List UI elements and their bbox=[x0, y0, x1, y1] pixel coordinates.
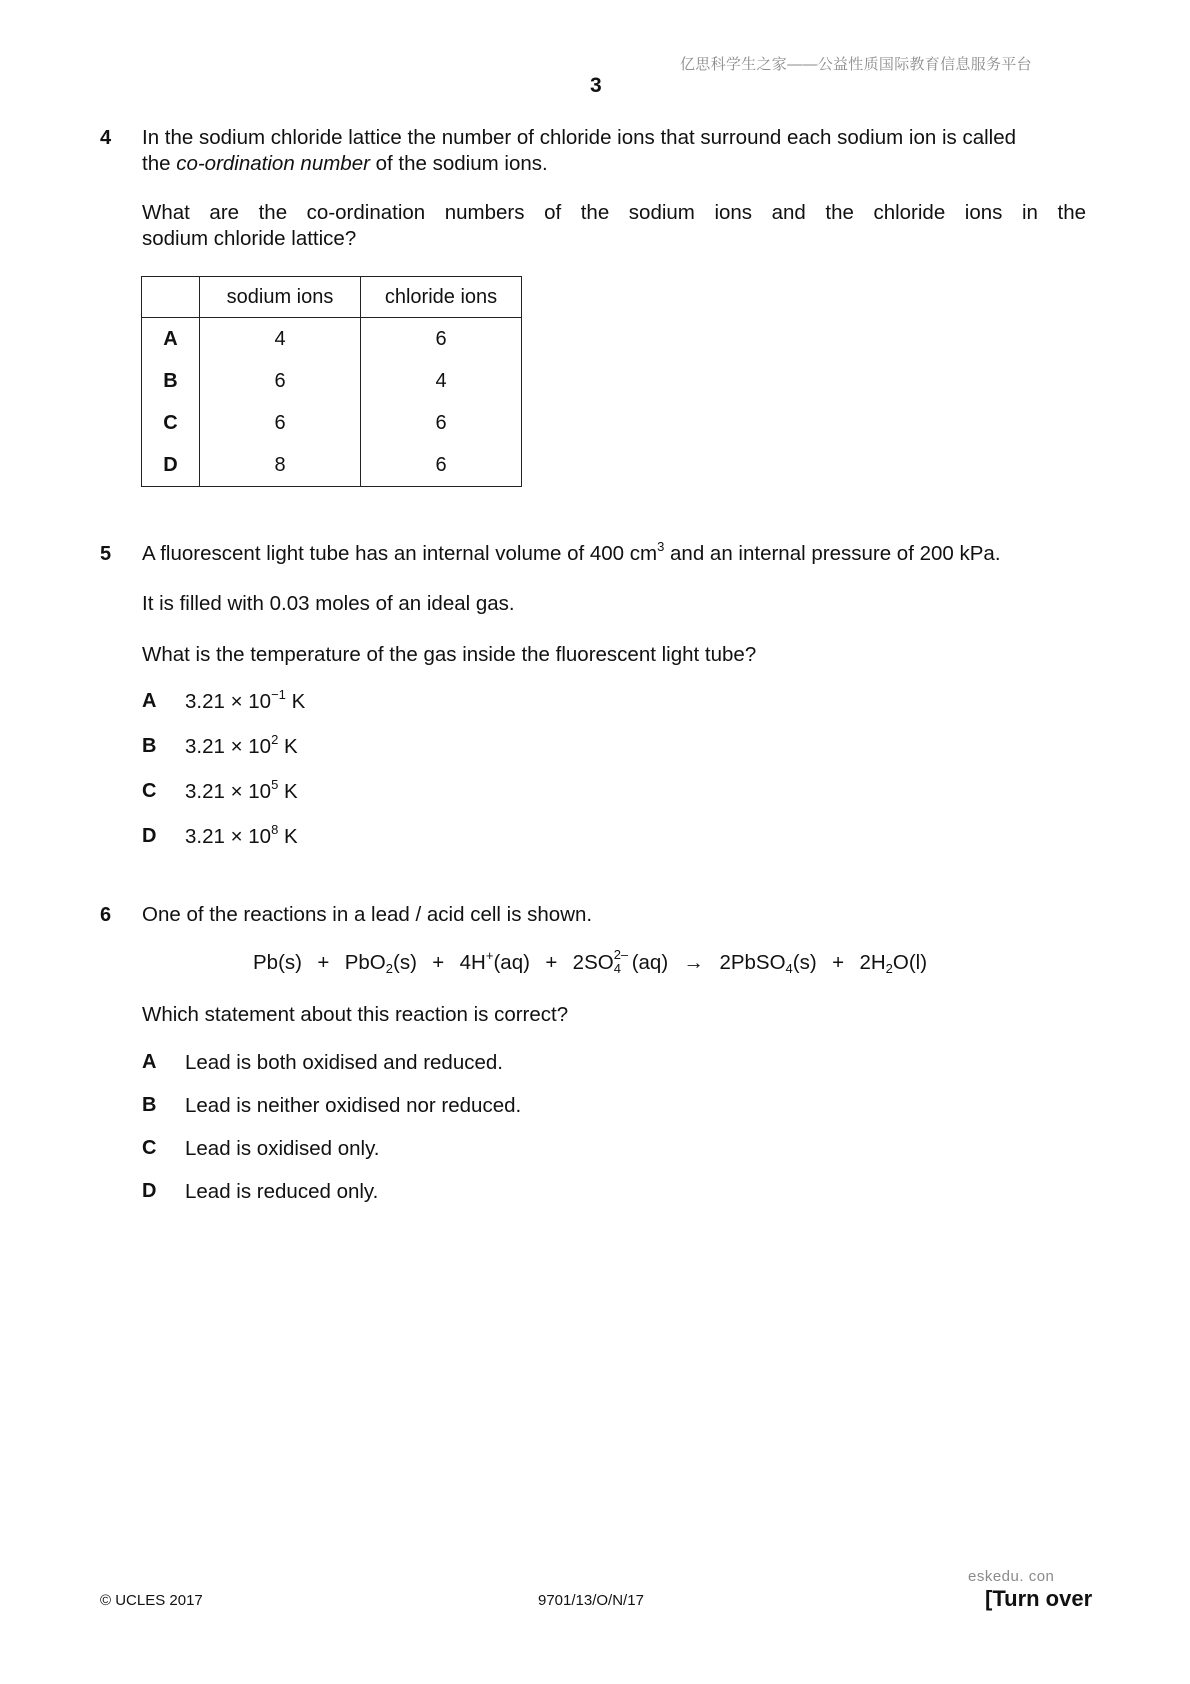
option-text: Lead is neither oxidised nor reduced. bbox=[185, 1094, 522, 1117]
option-value bbox=[185, 822, 298, 849]
row-chloride-value: 6 bbox=[361, 318, 522, 361]
question-5-line-2: It is filled with 0.03 moles of an ideal gas. bbox=[142, 592, 515, 615]
question-6-line-1: One of the reactions in a lead / acid cell is shown. bbox=[142, 903, 593, 926]
option-value bbox=[185, 687, 306, 714]
eq-part: O(l) bbox=[892, 951, 928, 974]
option-unit: K bbox=[278, 780, 298, 803]
option-text: Lead is both oxidised and reduced. bbox=[185, 1051, 503, 1074]
footer-copyright: © UCLES 2017 bbox=[100, 1592, 203, 1609]
option-base: 3.21 × 10 bbox=[185, 780, 272, 803]
question-6-number: 6 bbox=[100, 904, 112, 926]
option-base: 3.21 × 10 bbox=[185, 735, 272, 758]
sulfate-charge bbox=[613, 947, 632, 976]
option-letter: A bbox=[142, 1051, 157, 1073]
co-ordination-number-term: co-ordination number bbox=[176, 152, 370, 175]
option-exponent: −1 bbox=[271, 687, 286, 702]
footer-paper-code: 9701/13/O/N/17 bbox=[538, 1592, 644, 1609]
option-letter: A bbox=[142, 690, 157, 712]
question-5-line-1-a: A fluorescent light tube has an internal volume of 400 cm bbox=[142, 542, 658, 565]
option-unit: K bbox=[278, 825, 298, 848]
cubed-superscript: 3 bbox=[657, 539, 665, 554]
eq-subscript: 2 bbox=[385, 961, 393, 976]
row-sodium-value: 8 bbox=[200, 444, 361, 487]
option-text: Lead is oxidised only. bbox=[185, 1137, 380, 1160]
question-5-number: 5 bbox=[100, 543, 112, 565]
row-chloride-value: 6 bbox=[361, 444, 522, 487]
option-letter: B bbox=[142, 735, 157, 757]
question-4-line-3: What are the co-ordination numbers of the sodium ions and the chloride ions in the bbox=[142, 201, 1086, 224]
question-6-prompt: Which statement about this reaction is correct? bbox=[142, 1003, 569, 1026]
option-exponent: 2 bbox=[271, 732, 279, 747]
question-5-line-1-b: and an internal pressure of 200 kPa. bbox=[664, 542, 1001, 565]
question-4-line-1: In the sodium chloride lattice the number of chloride ions that surround each sodium ion is called bbox=[142, 126, 1017, 149]
option-base: 3.21 × 10 bbox=[185, 825, 272, 848]
table-header-sodium: sodium ions bbox=[200, 277, 361, 318]
table-row bbox=[142, 360, 522, 402]
question-6-option-b bbox=[142, 1094, 522, 1117]
turn-over-label: [Turn over bbox=[985, 1586, 1093, 1611]
question-5-line-1 bbox=[142, 541, 1001, 567]
eq-subscript: 2 bbox=[885, 961, 893, 976]
eq-subscript: 4 bbox=[785, 961, 793, 976]
option-text: Lead is reduced only. bbox=[185, 1180, 379, 1203]
row-chloride-value: 6 bbox=[361, 402, 522, 444]
question-4-line-2-post: of the sodium ions. bbox=[369, 152, 548, 175]
question-5-line-3: What is the temperature of the gas inside the fluorescent light tube? bbox=[142, 643, 757, 666]
table-header-row bbox=[142, 277, 522, 318]
option-letter: C bbox=[142, 780, 157, 802]
eq-part: Pb(s) + PbO bbox=[253, 951, 386, 974]
row-letter: C bbox=[142, 402, 200, 444]
option-exponent: 8 bbox=[271, 822, 279, 837]
table-header-blank bbox=[142, 277, 200, 318]
question-4-line-4: sodium chloride lattice? bbox=[142, 227, 357, 250]
coordination-number-table bbox=[141, 276, 522, 487]
row-letter: A bbox=[142, 318, 200, 361]
table-header-chloride: chloride ions bbox=[361, 277, 522, 318]
lead-acid-equation bbox=[253, 947, 928, 976]
question-6-option-d bbox=[142, 1180, 379, 1203]
table-row bbox=[142, 402, 522, 444]
option-base: 3.21 × 10 bbox=[185, 690, 272, 713]
option-unit: K bbox=[278, 735, 298, 758]
eq-part: (s) + 4H bbox=[393, 951, 486, 974]
option-letter: D bbox=[142, 1180, 157, 1202]
eq-part: (s) + 2H bbox=[792, 951, 886, 974]
question-6-option-a bbox=[142, 1051, 503, 1074]
row-letter: D bbox=[142, 444, 200, 487]
question-4-number: 4 bbox=[100, 127, 112, 149]
option-letter: B bbox=[142, 1094, 157, 1116]
eq-subscript: 4 bbox=[613, 961, 621, 976]
option-letter: D bbox=[142, 825, 157, 847]
row-chloride-value: 4 bbox=[361, 360, 522, 402]
eq-part: (aq) → 2PbSO bbox=[631, 951, 786, 974]
row-sodium-value: 4 bbox=[200, 318, 361, 361]
table-row bbox=[142, 318, 522, 361]
question-6-option-c bbox=[142, 1137, 380, 1160]
row-letter: B bbox=[142, 360, 200, 402]
eq-superscript: 2– bbox=[613, 947, 629, 962]
footer-watermark: eskedu. con bbox=[968, 1568, 1055, 1585]
header-watermark: 亿思科学生之家——公益性质国际教育信息服务平台 bbox=[680, 56, 1032, 73]
eq-part: (aq) + 2SO bbox=[493, 951, 614, 974]
question-4-line-2-pre: the bbox=[142, 152, 177, 175]
row-sodium-value: 6 bbox=[200, 402, 361, 444]
eq-superscript: + bbox=[485, 948, 494, 963]
page-number: 3 bbox=[590, 74, 602, 97]
option-unit: K bbox=[285, 690, 306, 713]
row-sodium-value: 6 bbox=[200, 360, 361, 402]
option-exponent: 5 bbox=[271, 777, 279, 792]
option-value bbox=[185, 732, 298, 759]
question-4-line-2 bbox=[142, 151, 548, 177]
option-letter: C bbox=[142, 1137, 157, 1159]
table-row bbox=[142, 444, 522, 487]
option-value bbox=[185, 777, 298, 804]
